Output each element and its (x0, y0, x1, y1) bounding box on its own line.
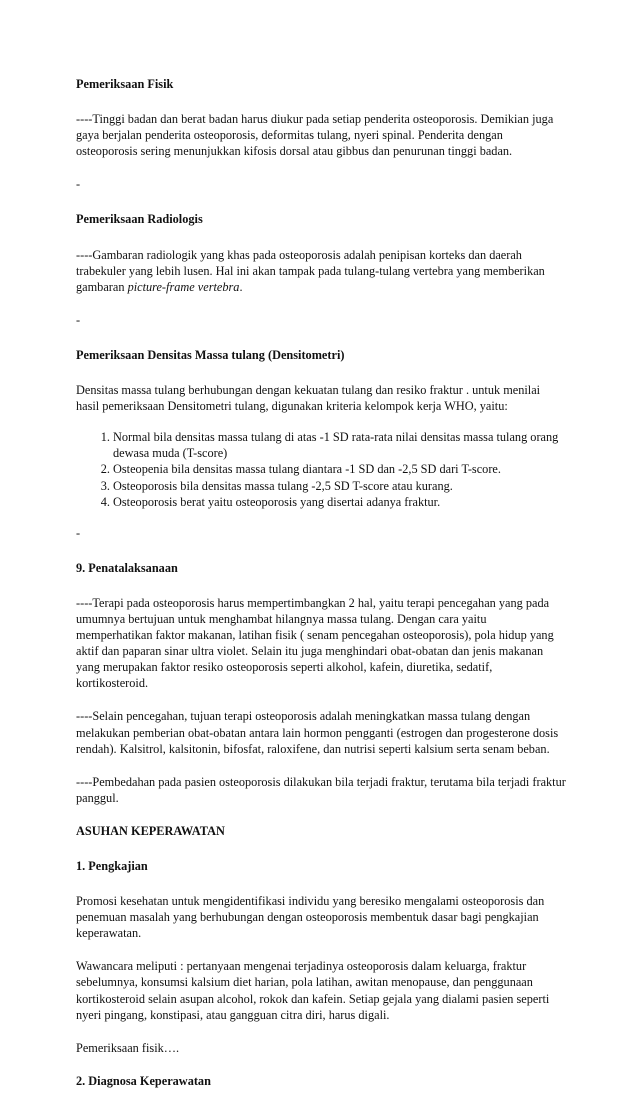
heading-diagnosa-keperawatan: 2. Diagnosa Keperawatan (76, 1073, 211, 1088)
paragraph-pemeriksaan-fisik: ----Tinggi badan dan berat badan harus diukur pada setiap penderita osteoporosis. Demikian juga gaya berjalan penderita osteoporosis, deformitas tulang, nyeri spinal. Penderita dengan osteoporosis sering menunjukkan kifosis dorsal atau gibbus dan penurunan tinggi badan. (76, 112, 554, 159)
list-item: 1. Normal bila densitas massa tulang di atas -1 SD rata-rata nilai densitas massa tulang orang dewasa muda (T-score) (113, 429, 566, 461)
paragraph-penatalaksanaan-1: ----Terapi pada osteoporosis harus mempertimbangkan 2 hal, yaitu terapi pencegahan yang pada umumnya bertujuan untuk menghambat hilangnya massa tulang. Dengan cara yaitu memperhatikan faktor makanan, latihan fisik ( senam pencegahan osteoporosis), pola hidup yang aktif dan paparan sinar ultra violet. Selain itu juga menghindari obat-obatan dan jenis makanan yang merupakan faktor resiko osteoporosis seperti alkohol, kafein, diuretika, sedatif, kortikosteroid. (76, 595, 554, 691)
heading-pemeriksaan-fisik: Pemeriksaan Fisik (76, 77, 174, 91)
paragraph-pengkajian-3: Pemeriksaan fisik…. (76, 1040, 180, 1055)
separator-dash: - (76, 177, 81, 192)
radiologis-text-after: . (239, 279, 243, 294)
paragraph-densitometri-intro: Densitas massa tulang berhubungan dengan kekuatan tulang dan resiko fraktur . untuk menilai hasil pemeriksaan Densitometri tulang, digunakan kriteria kelompok kerja WHO, yaitu: (76, 383, 541, 414)
paragraph-penatalaksanaan-3: ----Pembedahan pada pasien osteoporosis dilakukan bila terjadi fraktur, terutama bila terjadi fraktur panggul. (76, 774, 566, 805)
paragraph-pengkajian-1: Promosi kesehatan untuk mengidentifikasi individu yang beresiko mengalami osteoporosis dan penemuan masalah yang berhubungan dengan osteoporosis membentuk dasar bagi pengkajian keperawatan. (76, 894, 545, 941)
paragraph-pengkajian-2: Wawancara meliputi : pertanyaan mengenai terjadinya osteoporosis dalam keluarga, fraktur sebelumnya, konsumsi kalsium diet harian, pola latihan, awitan menopause, dan penggunaan kortikosteroid selain asupan alcohol, rokok dan kafein. Setiap gejala yang dialami pasien seperti nyeri pingang, konstipasi, atau gangguan citra diri, harus digali. (76, 959, 550, 1022)
document-page (76, 76, 566, 1108)
heading-penatalaksanaan: 9. Penatalaksanaan (76, 560, 178, 575)
separator-dash: - (76, 525, 81, 540)
list-item: 4. Osteoporosis berat yaitu osteoporosis yang disertai adanya fraktur. (113, 494, 566, 510)
who-criteria-list (76, 429, 566, 509)
heading-asuhan-keperawatan: ASUHAN KEPERAWATAN (76, 823, 225, 838)
paragraph-penatalaksanaan-2: ----Selain pencegahan, tujuan terapi osteoporosis adalah meningkatkan massa tulang dengan melakukan pemberian obat-obatan antara lain hormon pengganti (estrogen dan progesterone dosis rendah). Kalsitrol, kalsitonin, bifosfat, raloxifene, dan nutrisi seperti kalsium serta senam beban. (76, 709, 559, 756)
separator-dash: - (76, 312, 81, 327)
paragraph-pemeriksaan-radiologis (76, 247, 566, 295)
list-item: 3. Osteoporosis bila densitas massa tulang -2,5 SD T-score atau kurang. (113, 478, 566, 494)
heading-pengkajian: 1. Pengkajian (76, 859, 148, 873)
radiologis-text-italic: picture-frame vertebra (127, 279, 240, 294)
heading-pemeriksaan-radiologis: Pemeriksaan Radiologis (76, 212, 203, 227)
radiologis-text-before: ----Gambaran radiologik yang khas pada osteoporosis adalah penipisan korteks dan daerah trabekuler yang lebih lusen. Hal ini akan tampak pada tulang-tulang vertebra yang memberikan gambaran (76, 247, 545, 294)
list-item: 2. Osteopenia bila densitas massa tulang diantara -1 SD dan -2,5 SD dari T-score. (113, 461, 566, 477)
heading-densitometri: Pemeriksaan Densitas Massa tulang (Densitometri) (76, 347, 345, 362)
